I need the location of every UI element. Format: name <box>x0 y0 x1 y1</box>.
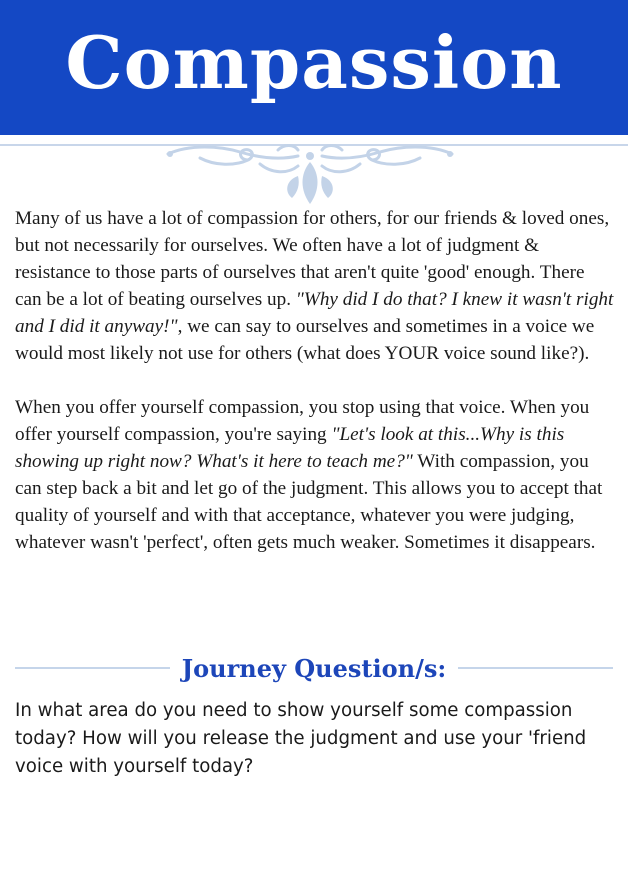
body-text <box>15 205 615 583</box>
paragraph-2-quote: "Let's look at this...Why is this showing up right now? What's it here to teach me?" <box>15 424 565 472</box>
paragraph-1-text-b: , we can say to ourselves and sometimes in a voice we would most likely not use for others (what does YOUR voice sound like?). <box>15 316 595 364</box>
title-banner <box>0 0 628 135</box>
section-heading: Journey Question/s: <box>181 653 447 683</box>
paragraph-2 <box>15 394 615 556</box>
paragraph-1-text-a: Many of us have a lot of compassion for others, for our friends & loved ones, but not necessarily for ourselves. We often have a lot of judgment & resistance to those parts of ourselves that aren't quite 'good' enough. There can be a lot of beating ourselves up. <box>15 208 610 310</box>
divider-line-right <box>458 667 613 669</box>
paragraph-2-text-b: With compassion, you can step back a bit and let go of the judgment. This allows you to accept that quality of yourself and with that acceptance, whatever you were judging, whatever wasn't 'perfect', often gets much weaker. Sometimes it disappears. <box>15 451 603 553</box>
page-title: Compassion <box>65 20 563 105</box>
section-divider <box>15 648 613 688</box>
paragraph-2-text-a: When you offer yourself compassion, you stop using that voice. When you offer yourself compassion, you're saying <box>15 397 590 445</box>
flourish-ornament-icon <box>160 140 460 210</box>
divider-line-left <box>15 667 170 669</box>
journey-question: In what area do you need to show yourself some compassion today? How will you release the judgment and use your 'friend voice with yourself today? <box>15 700 587 777</box>
paragraph-1 <box>15 205 615 367</box>
paragraph-1-quote: "Why did I do that? I knew it wasn't right and I did it anyway!" <box>15 289 614 337</box>
